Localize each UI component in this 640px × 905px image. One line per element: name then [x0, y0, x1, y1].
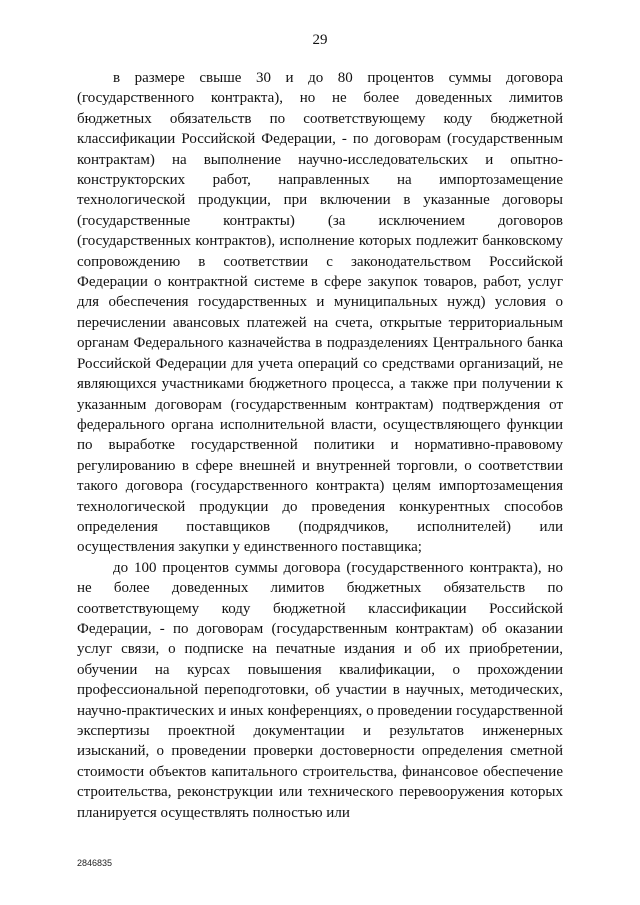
document-body	[77, 68, 563, 823]
paragraph-advance-80-percent: в размере свыше 30 и до 80 процентов суммы договора (государственного контракта), но не более доведенных лимитов бюджетных обязательств по соответствующему коду бюджетной классификации Российской Федерации, - по договорам (государственным контрактам) на выполнение научно-исследовательских и опытно-конструкторских работ, направленных на импортозамещение технологической продукции, при включении в указанные договоры (государственные контракты) (за исключением договоров (государственных контрактов), исполнение которых подлежит банковскому сопровождению в соответствии с законодательством Российской Федерации о контрактной системе в сфере закупок товаров, работ, услуг для обеспечения государственных и муниципальных нужд) условия о перечислении авансовых платежей на счета, открытые территориальным органам Федерального казначейства в подразделениях Центрального банка Российской Федерации для учета операций со средствами организаций, не являющихся участниками бюджетного процесса, а также при получении к указанным договорам (государственным контрактам) подтверждения от федерального органа исполнительной власти, осуществляющего функции по выработке государственной политики и нормативно-правовому регулированию в сфере внешней и внутренней торговли, о соответствии такого договора (государственного контракта) целям импортозамещения технологической продукции до проведения конкурентных способов определения поставщиков (подрядчиков, исполнителей) или осуществления закупки у единственного поставщика;	[77, 70, 563, 556]
document-code: 2846835	[77, 858, 113, 868]
page-number: 29	[312, 32, 328, 48]
paragraph-advance-100-percent: до 100 процентов суммы договора (государственного контракта), но не более доведенных лимитов бюджетных обязательств по соответствующему коду бюджетной классификации Российской Федерации, - по договорам (государственным контрактам) об оказании услуг связи, о подписке на печатные издания и об их приобретении, обучении на курсах повышения квалификации, о прохождении профессиональной переподготовки, об участии в научных, методических, научно-практических и иных конференциях, о проведении государственной экспертизы проектной документации и результатов инженерных изысканий, о проведении проверки достоверности определения сметной стоимости объектов капитального строительства, финансовое обеспечение строительства, реконструкции или технического перевооружения которых планируется осуществлять полностью или	[77, 559, 563, 821]
